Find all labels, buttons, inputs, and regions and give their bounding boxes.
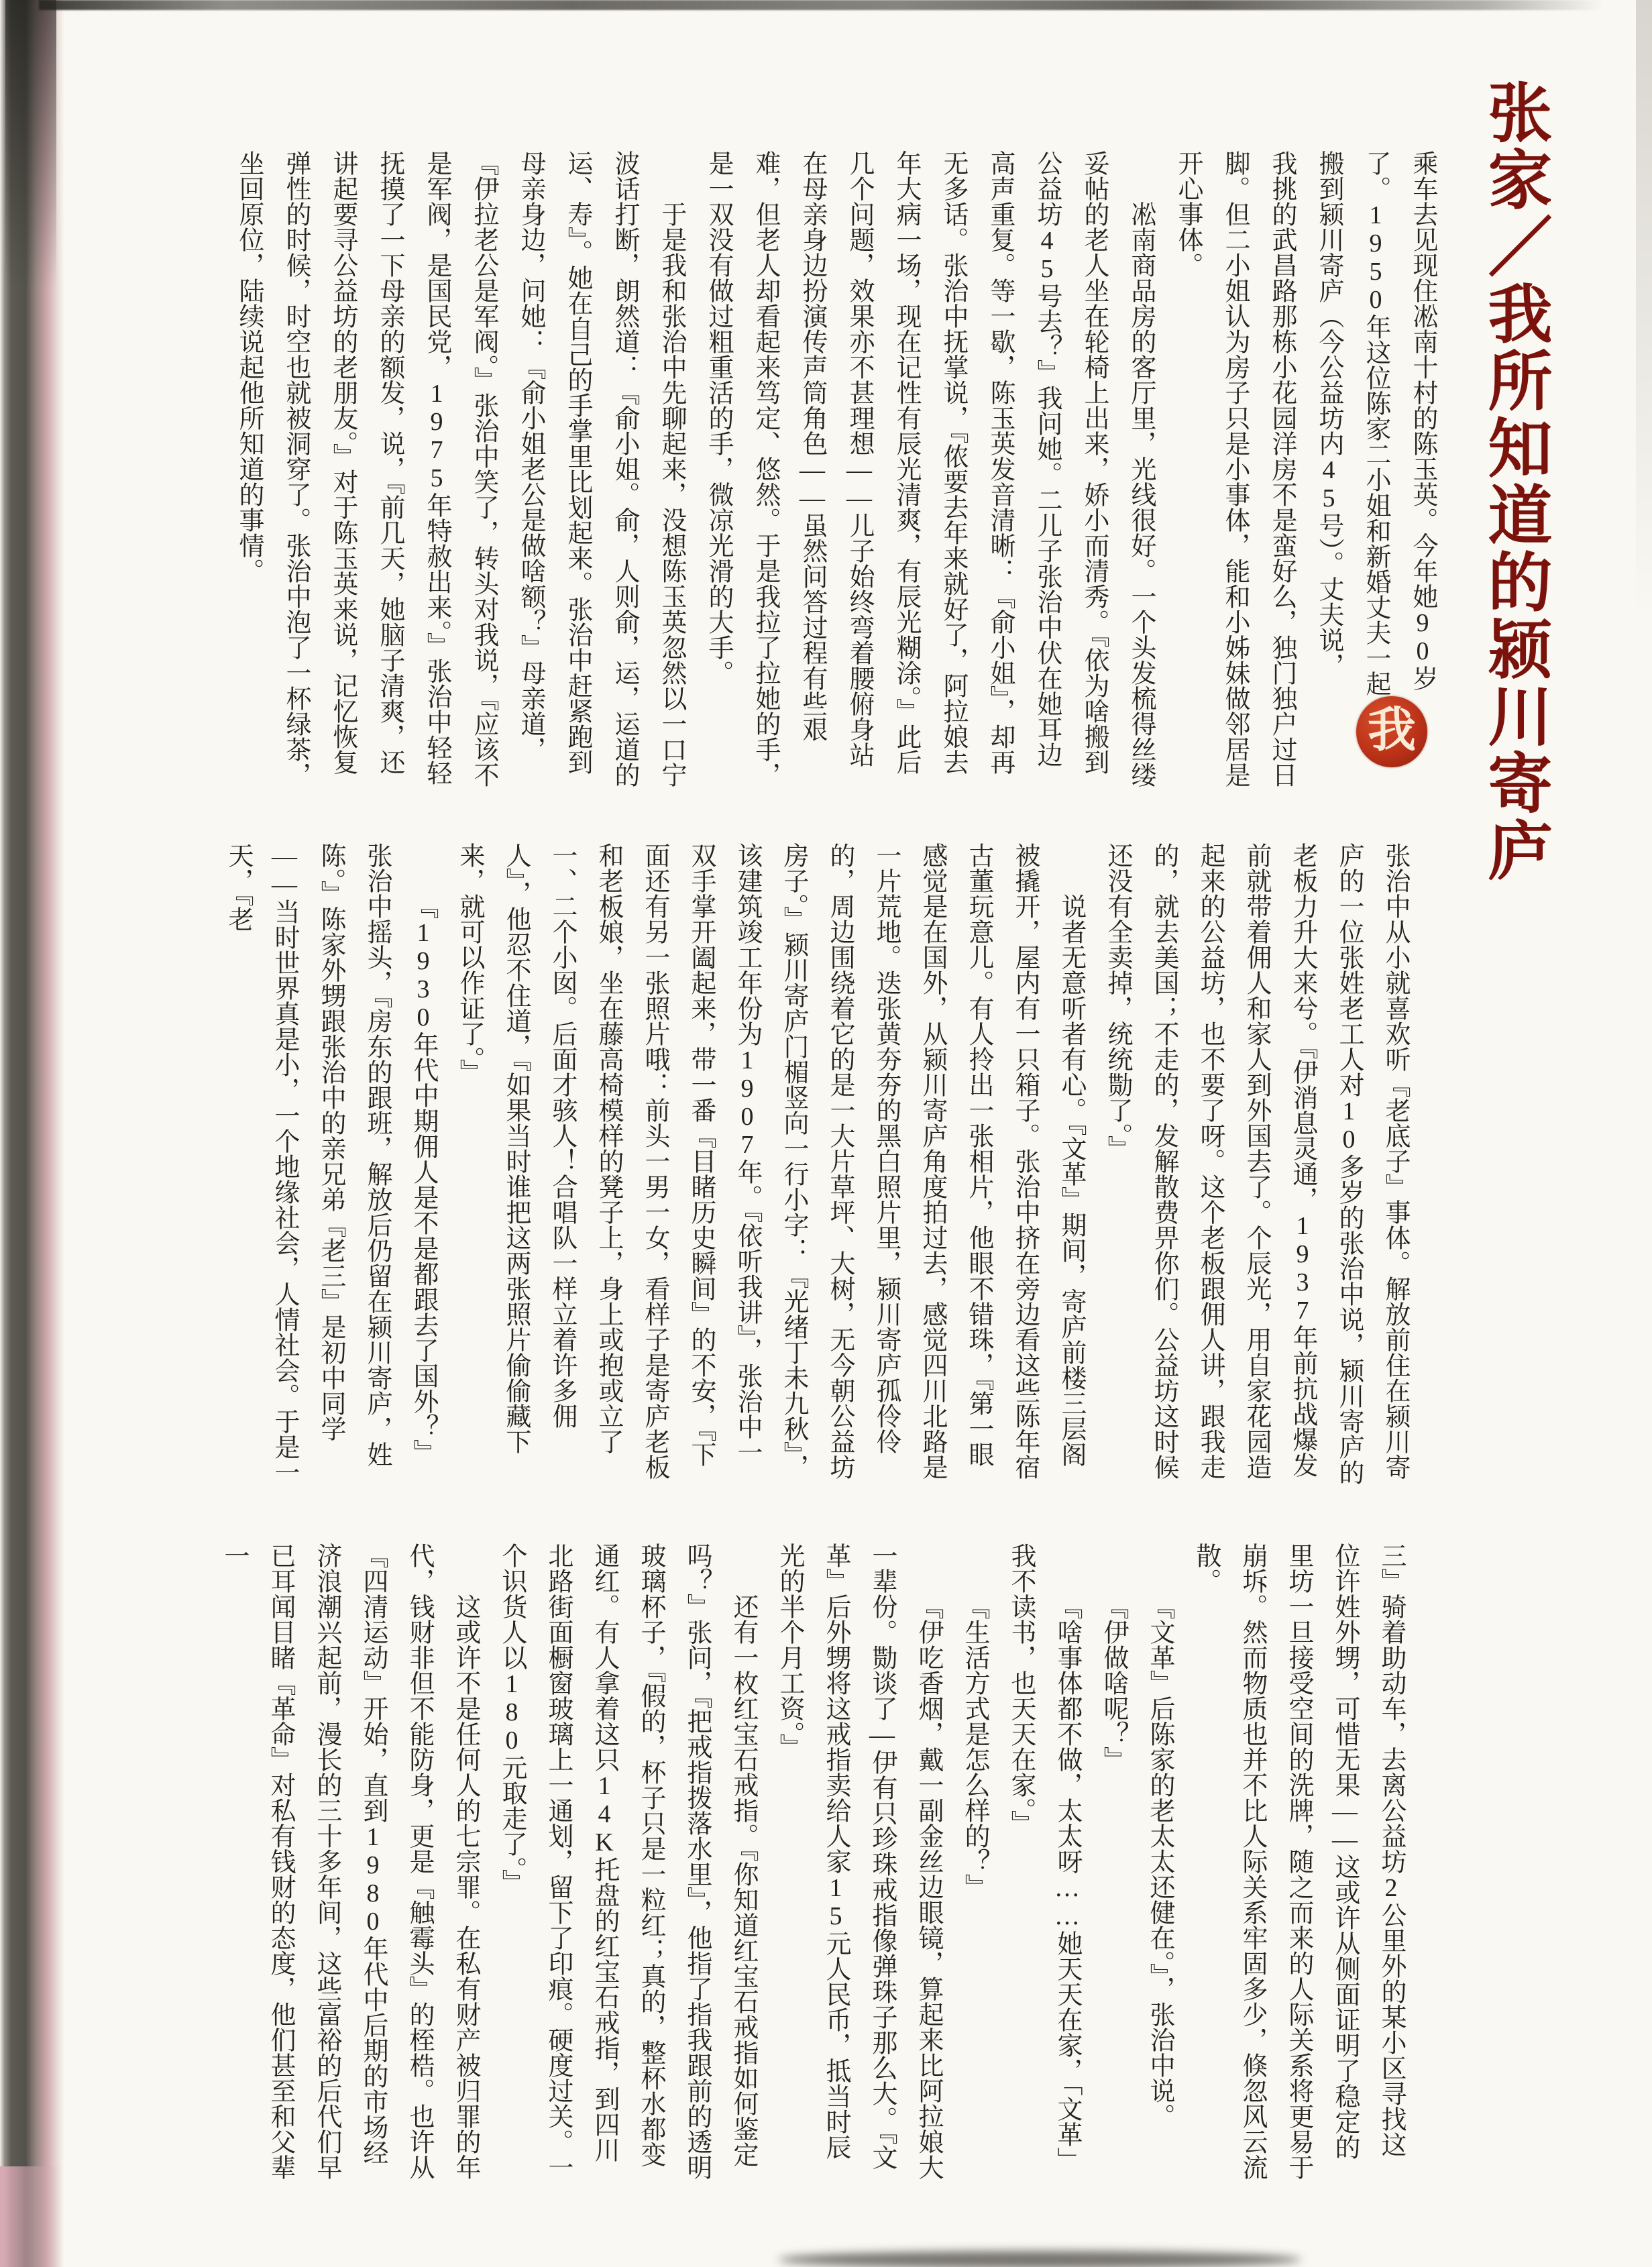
paragraph: 乘车去见现住凇南十村的陈玉英。今年她90岁了。1950年这位陈家二小姐和新婚丈夫一起搬到颍川寄庐（今公益坊内45号）。丈夫说，我挑的武昌路那栋小花园洋房不是蛮好么，独门独户过日脚。但二小姐认为房子只是小事体，能和小姊妹做邻居是开心事体。	[1174, 150, 1437, 787]
scan-bottom-smudge	[778, 2251, 1301, 2267]
paragraph: 三』骑着助动车，去离公益坊2公里外的某小区寻找这位许姓外甥，可惜无果——这或许从侧面证明了稳定的里坊一旦接受空间的洗牌，随之而来的人际关系将更易于崩坼。然而物质也并不比人际关系牢固多少，倏忽风云流散。	[1192, 1543, 1405, 2180]
scan-edge-left-bottom-pink	[0, 2166, 62, 2267]
paragraph: 这或许不是任何人的七宗罪。在私有财产被归罪的年代，钱财非但不能防身，更是『触霉头』的桎梏。也许从『四清运动』开始，直到1980年代中后期的市场经济浪潮兴起前，漫长的三十多年间，这些富裕的后代们早已耳闻目睹『革命』对私有钱财的态度，他们甚至和父辈一	[220, 1543, 480, 2180]
text-band-2	[224, 842, 1418, 1485]
paragraph: 说者无意听者有心。『文革』期间，寄庐前楼三层阁被撬开，屋内有一只箱子。张治中挤在旁边看这些陈年宿古董玩意儿。有人拎出一张相片，他眼不错珠，『第一眼感觉是在国外，从颍川寄庐角度拍过去，感觉四川北路是一片荒地。迭张黄夯夯的黑白照片里，颍川寄庐孤伶伶的，周边围绕着它的是一大片草坪、大树，无今朝公益坊房子。』颍川寄庐门楣竖向一行小字：『光绪丁未九秋』，该建筑竣工年份为1907年。『依听我讲』，张治中一双手掌开阖起来，带一番『目睹历史瞬间』的不安，『下面还有另一张照片哦：前头一男一女，看样子是寄庐老板和老板娘，坐在藤高椅模样的凳子上，身上或抱或立了一、二个小囡。后面才骇人！合唱队一样立着许多佣人』，他忍不住道，『如果当时谁把这两张照片偷偷藏下来，就可以作证了。』	[455, 842, 1085, 1480]
paragraph: 『文革』后陈家的老太太还健在。』，张治中说。	[1146, 1594, 1174, 2129]
paragraph: 『啥事体都不做，太太呀……她天天在家，「文革」我不读书，也天天在家。』	[1007, 1543, 1081, 2172]
drop-cap-circle	[1356, 696, 1427, 767]
paragraph: 『1930年代中期佣人是不是都跟去了国外？』张治中摇头，『房东的跟班，解放后仍留在颍川寄庐，姓陈。』陈家外甥跟张治中的亲兄弟『老三』是初中同学——当时世界真是小，一个地缘社会，人情社会。于是一天，『老	[224, 842, 437, 1485]
paragraph: 『伊吃香烟，戴一副金丝边眼镜，算起来比阿拉娘大一辈份。勚谈了—伊有只珍珠戒指像弹珠子那么大。『文革』后外甥将这戒指卖给人家15元人民币，抵当时辰光的半个月工资。』	[775, 1543, 942, 2180]
scan-edge-right-shade	[1636, 0, 1652, 617]
scan-edge-left-top-shadow	[5, 0, 56, 288]
paragraph: 『生活方式是怎么样的？』	[960, 1594, 989, 1899]
paragraph: 『伊做啥呢？』	[1099, 1594, 1127, 1772]
paragraph: 张治中从小就喜欢听『老底子』事体。解放前住在颍川寄庐的一位张姓老工人对10多岁的张治中说，颍川寄庐的老板力升大来兮。『伊消息灵通，1937年前抗战爆发前就带着佣人和家人到外国去了。个辰光，用自家花园造起来的公益坊，也不要了呀。这个老板跟佣人讲，跟我走的，就去美国；不走的，发解散费畀你们。公益坊这时候还没有全卖掉，统统勚了。』	[1103, 842, 1409, 1485]
drop-cap-container	[1350, 702, 1446, 791]
text-band-1	[235, 150, 1446, 791]
text-band-3	[220, 1543, 1414, 2181]
paragraph: 还有一枚红宝石戒指。『你知道红宝石戒指如何鉴定吗？』张问，『把戒指拨落水里』，他指了指我跟前的透明玻璃杯子，『假的，杯子只是一粒红；真的，整杯水都变通红。有人拿着这只14K托盘的红宝石戒指，到四川北路街面橱窗玻璃上一通划，留下了印痕。硬度过关。一个识货人以180元取走了。』	[498, 1543, 757, 2180]
drop-cap-character: 我	[1367, 704, 1416, 757]
scan-edge-left-strip	[0, 0, 64, 2267]
article-title: 张家／我所知道的颍川寄庐	[1479, 79, 1551, 884]
paragraph: 凇南商品房的客厅里，光线很好。一个头发梳得丝缕妥帖的老人坐在轮椅上出来，娇小而清秀。『依为啥搬到公益坊45号去？』我问她。二儿子张治中伏在她耳边高声重复。等一歇，陈玉英发音清晰：『俞小姐』，却再无多话。张治中抚掌说，『侬要去年来就好了，阿拉娘去年大病一场，现在记性有辰光清爽，有辰光糊涂。』此后几个问题，效果亦不甚理想——儿子始终弯着腰俯身站在母亲身边扮演传声筒角色——虽然问答过程有些艰难，但老人却看起来笃定、悠然。于是我拉了拉她的手，是一双没有做过粗重活的手，微凉光滑的大手。	[704, 150, 1155, 787]
paragraph: 于是我和张治中先聊起来，没想陈玉英忽然以一口宁波话打断，朗然道：『俞小姐。俞，人则俞，运，运道的运、寿』。她在自己的手掌里比划起来。张治中赶紧跑到母亲身边，问她：『俞小姐老公是做啥额？』母亲道，『伊拉老公是军阀。』张治中笑了，转头对我说，『应该不是军阀，是国民党，1975年特赦出来。』张治中轻轻抚摸了一下母亲的额发，说，『前几天，她脑子清爽，还讲起要寻公益坊的老朋友。』对于陈玉英来说，记忆恢复弹性的时候，时空也就被洞穿了。张治中泡了一杯绿茶，坐回原位，陆续说起他所知道的事情。	[235, 150, 685, 787]
scan-edge-top-line	[39, 0, 1603, 10]
